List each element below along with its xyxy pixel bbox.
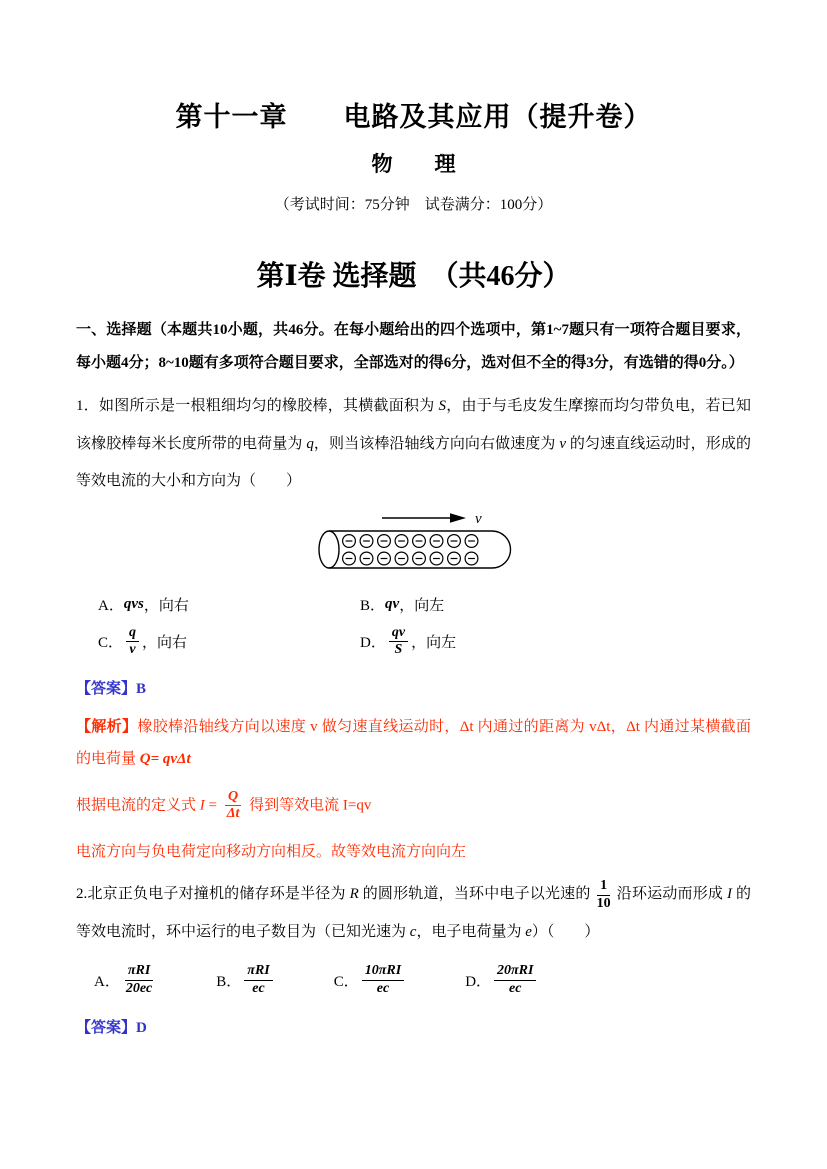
question-2-stem: 2.北京正负电子对撞机的储存环是半径为 R 的圆形轨道，当环中电子以光速的 $\frac{1}{10}$ 沿环运动而形成 I 的等效电流时，环中运行的电子数目为（已知光速为 c，电子电荷量为 e）（ ） xyxy=(76,877,751,940)
answer-label: 【答案】 xyxy=(76,681,137,698)
subject-title: 物 理 xyxy=(371,152,456,176)
question-2-option-d: D． $\frac{\text{20πRI}}{ec}$ xyxy=(465,963,539,998)
question-1-option-b: B． qv ，向左 xyxy=(360,595,445,614)
question-1-option-d: D． $\frac{qv}{S}$ ，向左 xyxy=(360,624,457,658)
question-2-option-c: C． $\frac{\text{10πRI}}{ec}$ xyxy=(334,963,407,998)
answer-value: D xyxy=(136,1020,147,1037)
question-2-options xyxy=(76,963,751,998)
question-2-answer xyxy=(76,1016,751,1037)
exam-info: （考试时间：75分钟 试卷满分：100分） xyxy=(274,197,553,213)
question-2-option-a: A． $\frac{\text{πRI}}{20ec}$ xyxy=(94,963,153,997)
question-2-option-b: B． $\frac{\text{πRI}}{ec}$ xyxy=(216,963,275,998)
question-1-option-a: A． qvs ，向右 xyxy=(98,595,189,614)
answer-value: B xyxy=(136,681,147,698)
velocity-arrow xyxy=(382,513,466,523)
question-1-option-c: C． $\frac{q}{v}$ ，向右 xyxy=(98,624,188,658)
question-1-analysis-line-1: 【解析】橡胶棒沿轴线方向以速度 v 做匀速直线运动时，Δt 内通过的距离为 vΔt，Δt 内通过某横截面的电荷量 Q= qvΔt xyxy=(76,719,751,768)
question-1-figure xyxy=(76,505,751,586)
question-1-analysis-line-2: 根据电流的定义式 I = $\frac{Q}{\Delta t}$ 得到等效电流 I=qv xyxy=(76,788,372,822)
section-title: 第Ⅰ卷 选择题 （共46分） xyxy=(256,261,571,292)
charged-rod-diagram xyxy=(298,505,530,581)
velocity-label: v xyxy=(474,510,482,527)
question-1-options xyxy=(76,594,751,660)
question-1-answer xyxy=(76,677,751,698)
chapter-title: 第十一章 电路及其应用（提升卷） xyxy=(175,102,652,132)
question-1-stem: 1．如图所示是一根粗细均匀的橡胶棒，其横截面积为 S，由于与毛皮发生摩擦而均匀带负电，若已知该橡胶棒每米长度所带的电荷量为 q，则当该棒沿轴线方向向右做速度为 v 的匀速直线运动时，形成的等效电流的大小和方向为（ ） xyxy=(76,398,751,489)
negative-charges xyxy=(342,534,477,564)
question-1-analysis-line-3: 电流方向与负电荷定向移动方向相反。故等效电流方向向左 xyxy=(76,844,467,861)
section-instructions: 一、选择题（本题共10小题，共46分。在每小题给出的四个选项中，第1~7题只有一项符合题目要求，每小题4分；8~10题有多项符合题目要求，全部选对的得6分，选对但不全的得3分，有选错的得0分。） xyxy=(76,322,751,371)
answer-label: 【答案】 xyxy=(76,1020,137,1037)
